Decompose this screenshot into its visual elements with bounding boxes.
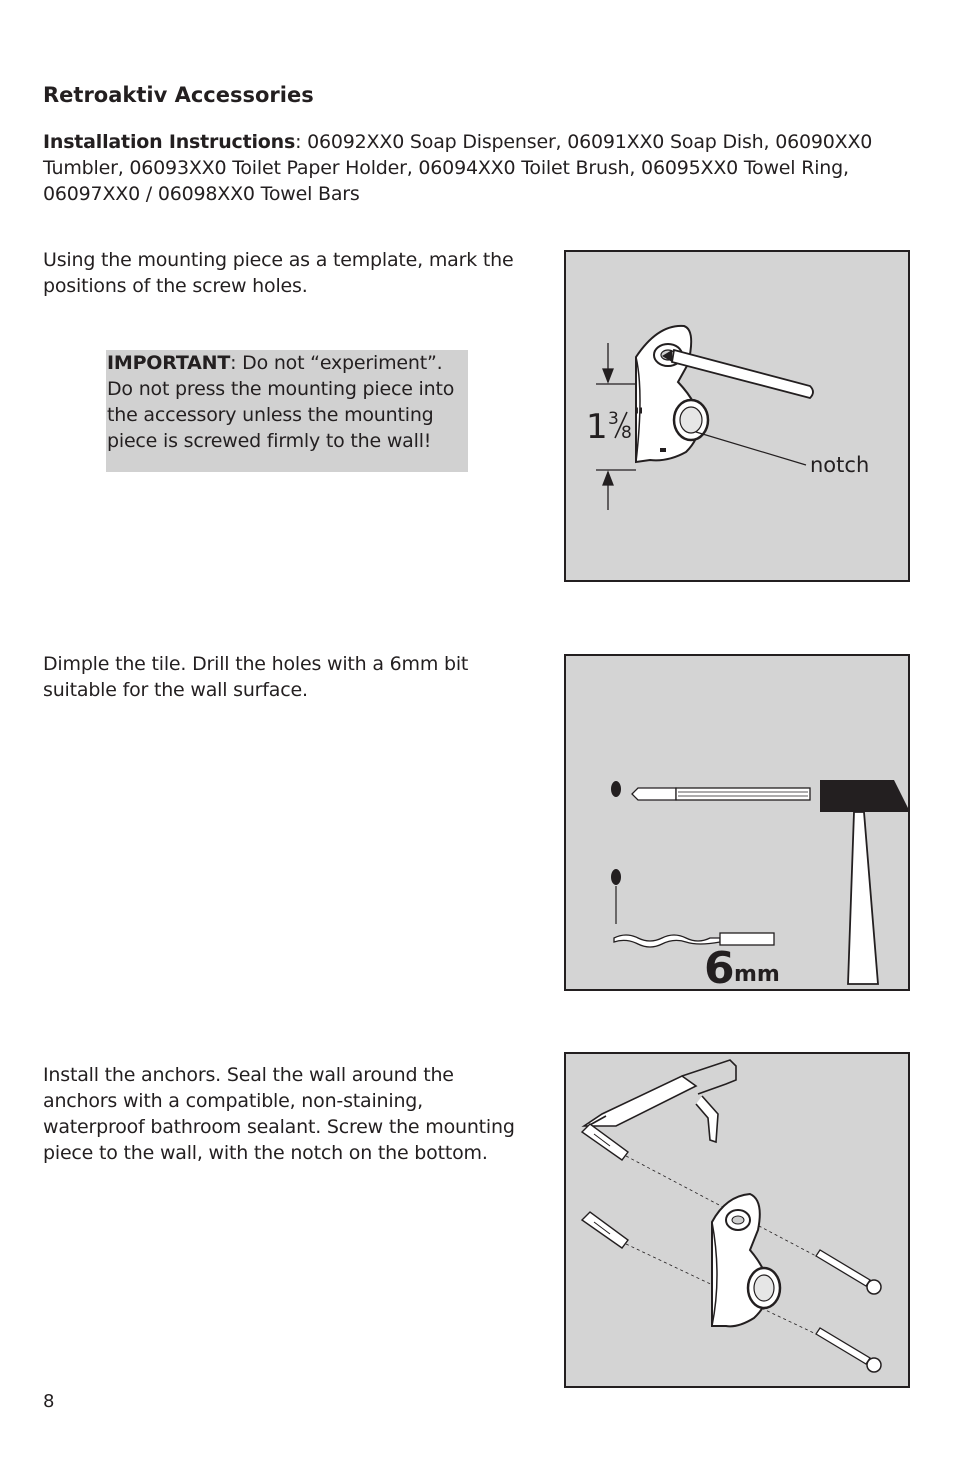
page-title: Retroaktiv Accessories: [43, 83, 314, 107]
important-text: : Do not “experiment”. Do not press the mounting piece into the accessory unless the mounting piece is screwed firmly to the wall!: [107, 352, 455, 452]
measure-whole: 1: [586, 407, 608, 447]
step-1-text: Using the mounting piece as a template, mark the positions of the screw holes.: [43, 249, 514, 297]
step-2-text: Dimple the tile. Drill the holes with a 6mm bit suitable for the wall surface.: [43, 653, 469, 701]
measure-numerator: 3: [608, 409, 619, 429]
figure-install-anchors: [564, 1052, 910, 1388]
mounting-piece-icon: [712, 1194, 780, 1326]
anchor-install-illustration: [566, 1054, 908, 1386]
screw-top-icon: [816, 1250, 881, 1294]
drill-illustration: [566, 656, 908, 989]
measure-unit: ": [634, 405, 645, 430]
screw-bottom-icon: [816, 1328, 881, 1372]
dimple-mark-icon: [611, 781, 621, 797]
important-label: IMPORTANT: [107, 352, 231, 374]
drill-hole-mark-icon: [611, 869, 621, 885]
figure-template-marking: [564, 250, 910, 582]
notch-label: notch: [810, 453, 870, 477]
wall-anchor-top-icon: [582, 1124, 628, 1160]
bit-size-value: 6: [704, 943, 735, 989]
mounting-piece-template-illustration: [566, 252, 908, 580]
installation-intro: [43, 129, 923, 207]
intro-product-list: : 06092XX0 Soap Dispenser, 06091XX0 Soap Dish, 06090XX0 Tumbler, 06093XX0 Toilet Paper Holder, 06094XX0 Toilet Brush, 06095XX0 Towel Ring, 06097XX0 / 06098XX0 Towel Bars: [43, 131, 873, 205]
bit-size-unit: mm: [734, 962, 780, 987]
wall-anchor-bottom-icon: [582, 1212, 628, 1248]
mounting-piece-icon: [636, 326, 708, 462]
page-number: 8: [43, 1391, 55, 1412]
drill-bit-icon: [614, 933, 774, 947]
caulk-gun-icon: [584, 1060, 736, 1142]
hammer-icon: [820, 780, 908, 984]
figure-drill-holes: [564, 654, 910, 991]
step-3-text: Install the anchors. Seal the wall around the anchors with a compatible, non-staining, waterproof bathroom sealant. Screw the mounting piece to the wall, with the notch on the bottom.: [43, 1064, 515, 1164]
center-punch-icon: [632, 788, 810, 800]
important-note: [106, 350, 468, 472]
intro-label: Installation Instructions: [43, 131, 296, 153]
measure-denominator: 8: [621, 423, 632, 443]
